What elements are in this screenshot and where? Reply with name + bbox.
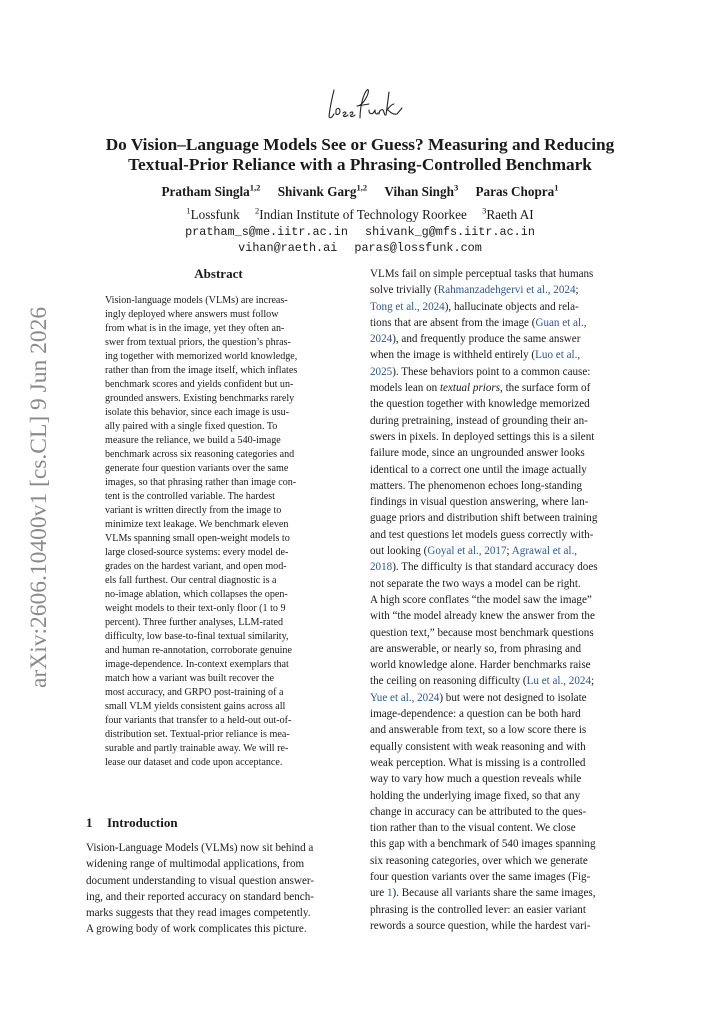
text-line: Yue et al., 2024) but were not designed to isolate: [370, 691, 587, 704]
text-line: VLMs spanning small open-weight models to: [105, 533, 290, 544]
author: [476, 184, 559, 199]
text-line: change in accuracy can be attributed to the ques-: [370, 805, 587, 818]
citation-link[interactable]: Tong et al., 2024: [370, 300, 445, 313]
author: [384, 184, 458, 199]
arxiv-identifier-stamp: [4, 300, 64, 700]
text-line: tion rather than to the visual content. We close: [370, 822, 576, 835]
email-row: [60, 224, 660, 240]
text-line: are answerable, or nearly so, from phrasing and: [370, 642, 582, 655]
author-name: Pratham Singla: [161, 184, 250, 200]
text-line: ing, and their reported accuracy on standard bench-: [86, 890, 314, 903]
text-line: percent). Three further analyses, LLM-rated: [105, 617, 284, 628]
abstract-text: [105, 294, 332, 770]
citation-link[interactable]: Rahmanzadehgervi et al., 2024: [437, 284, 576, 297]
affiliation: [482, 207, 534, 222]
text-line: tent is the controlled variable. The hardest: [105, 491, 275, 502]
citation-link[interactable]: Guan et al.,: [535, 316, 587, 329]
author: [278, 184, 367, 199]
email-row: [60, 240, 660, 256]
citation-link[interactable]: Agrawal et al.,: [511, 545, 578, 558]
text-line: when the image is withheld entirely (Luo et al.,: [370, 349, 581, 362]
text-line: distribution set. Textual-prior reliance is mea-: [105, 729, 290, 740]
affiliation: [186, 207, 239, 222]
text-line: ure 1). Because all variants share the same images,: [370, 887, 596, 900]
text-line: tions that are absent from the image (Guan et al.,: [370, 316, 587, 329]
text-line: Vision-Language Models (VLMs) now sit behind a: [86, 842, 314, 854]
citation-link[interactable]: 2024: [370, 333, 393, 346]
text-line: equally consistent with weak reasoning and with: [370, 740, 586, 753]
affiliation-name: Indian Institute of Technology Roorkee: [259, 207, 467, 223]
text-line: images, so that phrasing rather than image con-: [105, 477, 297, 488]
text-line: the question together with knowledge memorized: [370, 398, 590, 411]
author-email[interactable]: shivank_g@mfs.iitr.ac.in: [365, 225, 535, 239]
author-name: Paras Chopra: [475, 184, 555, 200]
text-line: four question variants over the same images (Fig-: [370, 870, 591, 883]
citation-link[interactable]: Luo et al.,: [535, 349, 581, 362]
text-line: weak perception. What is missing is a controlled: [370, 756, 586, 769]
affiliation-list: [60, 203, 660, 223]
text-line: benchmark across six reasoning categories and: [105, 449, 295, 460]
lossfunk-logo: [320, 84, 404, 124]
text-line: findings in visual question answering, where lan-: [370, 496, 589, 509]
right-column-text: [370, 266, 638, 934]
text-line: difficulty, low base-to-final textual similarity,: [105, 631, 289, 642]
text-line: isolate this behavior, since each image is usu-: [105, 407, 290, 418]
abstract-heading: Abstract: [194, 266, 243, 281]
text-line: rewords a source question, while the hardest vari-: [370, 919, 591, 932]
text-line: measure the reliance, we build a 540-image: [105, 435, 281, 446]
text-line: holding the underlying image fixed, so that any: [370, 789, 581, 802]
text-line: A growing body of work complicates this picture.: [86, 923, 307, 936]
text-line: models lean on textual priors, the surface form of: [370, 382, 591, 395]
text-line: benchmark scores and yields confident but un-: [105, 379, 294, 390]
text-line: widening range of multimodal applications, from: [86, 858, 305, 871]
text-line: most accuracy, and GRPO post-training of a: [105, 687, 284, 698]
text-line: the ceiling on reasoning difficulty (Lu et al., 2024;: [370, 675, 595, 688]
introduction-text: [86, 840, 354, 938]
emphasis: textual priors: [439, 382, 501, 395]
author-affiliation-marker: 1,2: [249, 183, 261, 193]
text-line: swers in pixels. In deployed settings this is a silent: [370, 430, 595, 443]
text-line: weight models to their text-only floor (1 to 9: [105, 603, 286, 614]
text-line: question text,” because most benchmark questions: [370, 626, 594, 639]
author-email[interactable]: pratham_s@me.iitr.ac.in: [185, 225, 348, 239]
text-line: and human re-annotation, corroborate genuine: [105, 645, 292, 656]
text-line: generate four question variants over the same: [105, 463, 289, 474]
text-line: VLMs fail on simple perceptual tasks that humans: [370, 268, 594, 280]
text-line: 2025). These behaviors point to a common cause:: [370, 365, 591, 378]
text-line: Vision-language models (VLMs) are increas-: [105, 295, 288, 306]
author-affiliation-marker: 1: [554, 183, 559, 193]
section-number: 1: [86, 815, 93, 830]
text-line: identical to a correct one until the image actually: [370, 463, 587, 476]
affiliation-marker: 1: [186, 206, 191, 216]
text-line: four variants that transfer to a held-out out-of-: [105, 715, 292, 726]
text-line: minimize text leakage. We benchmark eleven: [105, 519, 289, 530]
text-line: six reasoning categories, over which we generate: [370, 854, 588, 867]
author: [161, 184, 260, 199]
text-line: 2018). The difficulty is that standard accuracy does: [370, 561, 598, 574]
text-line: image-dependence. In-context exemplars that: [105, 659, 289, 670]
text-line: failure mode, since an ungrounded answer looks: [370, 447, 585, 460]
citation-link[interactable]: Yue et al., 2024: [370, 691, 440, 704]
text-line: with “the model already knew the answer from the: [370, 610, 595, 623]
author-affiliation-marker: 3: [453, 183, 459, 193]
paper-title-line-1: Do Vision–Language Models See or Guess? Measuring and Reducing: [105, 135, 615, 154]
text-line: grades on the hardest variant, and open mod-: [105, 561, 287, 572]
text-line: grounded answers. Existing benchmarks rarely: [105, 393, 295, 404]
figure-reference-link[interactable]: 1: [386, 887, 393, 900]
text-line: variant is written directly from the image to: [105, 505, 282, 516]
affiliation-name: Lossfunk: [190, 207, 240, 223]
text-line: 2024), and frequently produce the same answer: [370, 333, 581, 346]
text-line: Tong et al., 2024), hallucinate objects and rela-: [370, 300, 579, 313]
affiliation-marker: 2: [255, 206, 260, 216]
text-line: document understanding to visual question answer-: [86, 874, 315, 887]
text-line: during pretraining, instead of grounding their an-: [370, 414, 588, 427]
section-title: Introduction: [107, 815, 178, 830]
text-line: solve trivially (Rahmanzadehgervi et al., 2024;: [370, 284, 579, 297]
affiliation: [255, 207, 467, 222]
text-line: A high score conflates “the model saw the image”: [370, 593, 592, 606]
text-line: els fall furthest. Our central diagnostic is a: [105, 575, 277, 586]
text-line: surable and partly trainable away. We will re-: [105, 743, 289, 754]
text-line: match how a variant was built recover the: [105, 673, 275, 684]
text-line: rather than from the image itself, which inflates: [105, 365, 298, 376]
citation-link[interactable]: Goyal et al., 2017: [427, 545, 507, 558]
text-line: out looking (Goyal et al., 2017; Agrawal et al.,: [370, 545, 578, 558]
text-line: guage priors and distribution shift between training: [370, 512, 598, 525]
text-line: no-image ablation, which collapses the open-: [105, 589, 288, 600]
text-line: phrasing is the controlled lever: an easier variant: [370, 903, 586, 916]
text-line: large closed-source systems: every model de-: [105, 547, 289, 558]
citation-link[interactable]: Lu et al., 2024: [526, 675, 591, 688]
text-line: image-dependence: a question can be both hard: [370, 708, 581, 721]
text-line: small VLM yields consistent gains across all: [105, 701, 286, 712]
text-line: from what is in the image, yet they often an-: [105, 323, 285, 334]
author-affiliation-marker: 1,2: [356, 183, 368, 193]
author-name: Shivank Garg: [277, 184, 357, 200]
author-email[interactable]: vihan@raeth.ai: [238, 241, 338, 255]
text-line: ingly deployed where answers must follow: [105, 309, 279, 320]
text-line: ally paired with a single fixed question. To: [105, 421, 278, 432]
text-line: and answerable from text, so a low score there is: [370, 724, 587, 737]
text-line: way to vary how much a question reveals while: [370, 773, 582, 786]
citation-link[interactable]: 2018: [370, 561, 393, 574]
text-line: and test questions let models guess correctly with-: [370, 528, 594, 541]
citation-link[interactable]: 2025: [370, 365, 393, 378]
affiliation-name: Raeth AI: [486, 207, 534, 223]
text-line: this gap with a benchmark of 540 images spanning: [370, 838, 596, 851]
text-line: swer from textual priors, the question’s phras-: [105, 337, 291, 348]
author-name: Vihan Singh: [384, 184, 454, 200]
affiliation-marker: 3: [482, 206, 487, 216]
text-line: ing together with memorized world knowledge,: [105, 351, 298, 362]
text-line: marks suggests that they read images competently.: [86, 907, 311, 920]
section-heading: [86, 815, 178, 831]
text-line: matters. The phenomenon echoes long-standing: [370, 479, 583, 492]
arxiv-stamp-text: arXiv:2606.10400v1 [cs.CL] 9 Jun 2026: [26, 306, 52, 688]
author-list: [60, 180, 660, 200]
text-line: not separate the two ways a model can be right.: [370, 577, 581, 590]
author-email[interactable]: paras@lossfunk.com: [354, 241, 482, 255]
text-line: lease our dataset and code upon acceptance.: [105, 757, 283, 768]
text-line: world knowledge alone. Harder benchmarks raise: [370, 659, 591, 672]
paper-title-line-2: Textual-Prior Reliance with a Phrasing-Controlled Benchmark: [128, 155, 592, 174]
